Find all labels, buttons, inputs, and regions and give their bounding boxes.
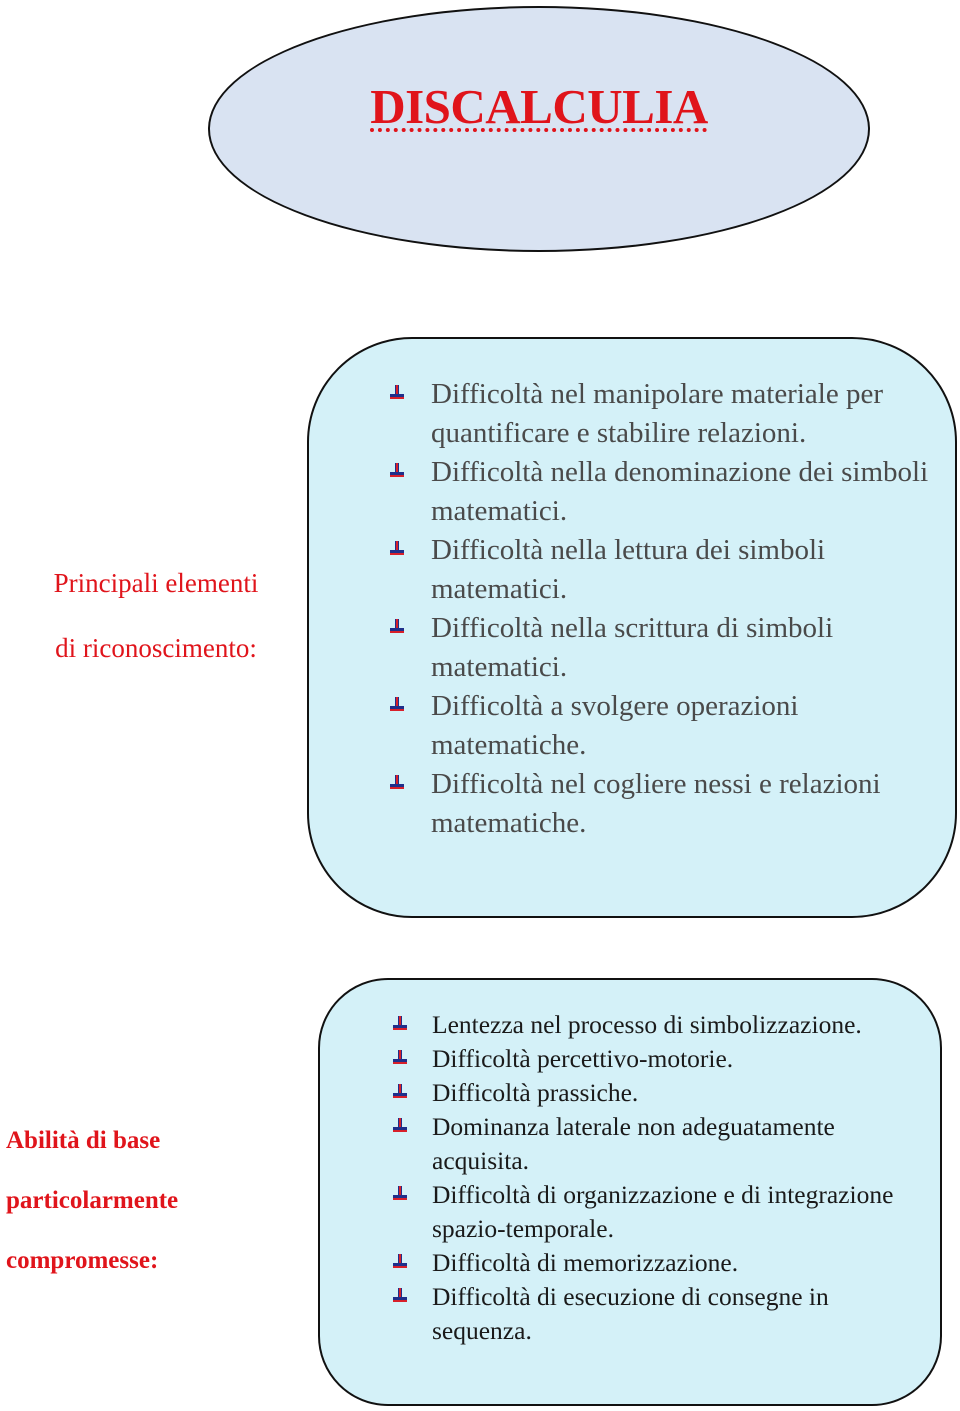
list-item [389,765,934,843]
list-item [392,1280,932,1348]
arrow-down-bullet-icon [389,619,405,635]
list-item-text: Difficoltà prassiche. [432,1078,639,1107]
list-item [389,687,934,765]
arrow-down-bullet-icon [392,1016,408,1032]
list-item [389,609,934,687]
list-item-text: Lentezza nel processo di simbolizzazione. [432,1010,862,1039]
section-1-list [389,375,934,843]
list-item-text: Difficoltà nella scrittura di simboli matematici. [431,612,834,683]
arrow-down-bullet-icon [392,1186,408,1202]
list-item [392,1076,932,1110]
arrow-down-bullet-icon [389,697,405,713]
arrow-down-bullet-icon [392,1118,408,1134]
list-item-text: Difficoltà nel cogliere nessi e relazioni matematiche. [431,768,881,839]
section-2-box [318,978,942,1406]
list-item [389,375,934,453]
section-1-label [0,551,312,681]
arrow-down-bullet-icon [389,463,405,479]
list-item-text: Difficoltà a svolgere operazioni matematiche. [431,690,799,761]
title-ellipse [208,6,870,252]
list-item [392,1110,932,1178]
arrow-down-bullet-icon [389,775,405,791]
section-2-label-line: compromesse: [6,1247,159,1274]
list-item [392,1178,932,1246]
arrow-down-bullet-icon [389,541,405,557]
list-item [389,531,934,609]
section-2-label [6,1111,226,1291]
list-item-text: Difficoltà nella lettura dei simboli matematici. [431,534,826,605]
list-item [392,1008,932,1042]
list-item-text: Difficoltà di organizzazione e di integrazione spazio-temporale. [432,1180,894,1243]
list-item-text: Difficoltà nella denominazione dei simboli matematici. [431,456,929,527]
section-1-label-line: Principali elementi [53,568,259,598]
arrow-down-bullet-icon [389,385,405,401]
arrow-down-bullet-icon [392,1084,408,1100]
list-item [389,453,934,531]
section-1-box [307,337,957,918]
list-item [392,1246,932,1280]
section-2-list [392,1008,932,1348]
section-2-label-line: Abilità di base [6,1127,161,1154]
arrow-down-bullet-icon [392,1288,408,1304]
arrow-down-bullet-icon [392,1254,408,1270]
arrow-down-bullet-icon [392,1050,408,1066]
list-item-text: Difficoltà di esecuzione di consegne in sequenza. [432,1282,829,1345]
list-item-text: Difficoltà percettivo-motorie. [432,1044,734,1073]
list-item-text: Dominanza laterale non adeguatamente acquisita. [432,1112,835,1175]
list-item [392,1042,932,1076]
list-item-text: Difficoltà di memorizzazione. [432,1248,739,1277]
section-2-label-line: particolarmente [6,1187,179,1214]
list-item-text: Difficoltà nel manipolare materiale per quantificare e stabilire relazioni. [431,378,883,449]
diagram-title: DISCALCULIA [370,78,708,134]
section-1-label-line: di riconoscimento: [55,633,257,663]
